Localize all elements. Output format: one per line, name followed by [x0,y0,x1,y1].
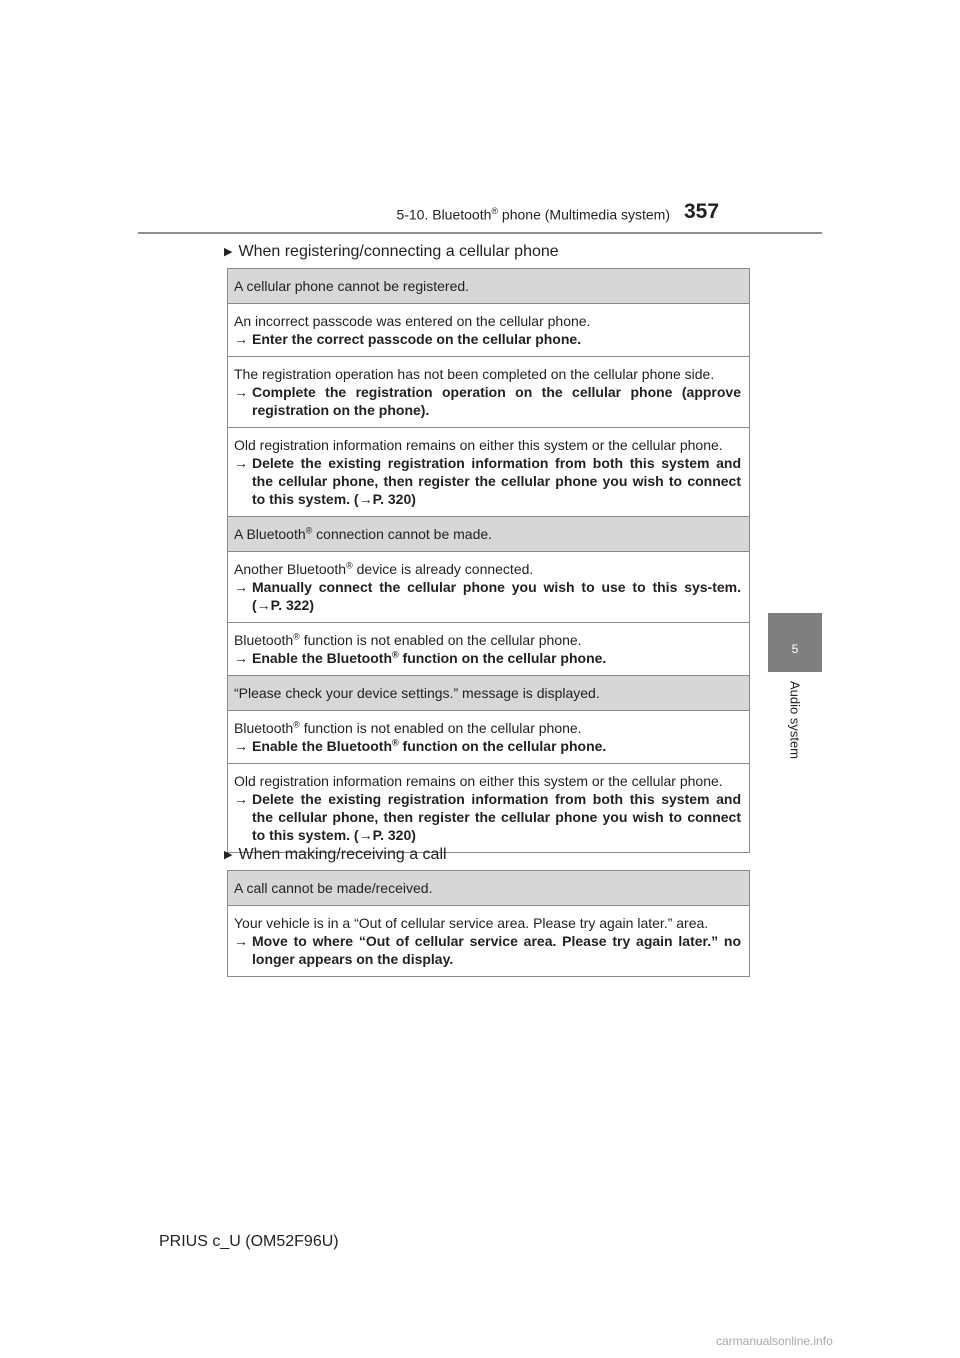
chapter-tab[interactable] [768,613,822,672]
cause-text [234,719,741,737]
symptom-heading [228,269,749,303]
cause-text [234,365,741,383]
remedy-text [234,454,741,508]
remedy-text: Delete the existing registration information from both this system and the cellular phone, then register the cellular phone you wish to connect to this system. (→P. 320) [252,791,741,843]
symptom-heading [228,871,749,905]
row-text-post: function is not enabled on the cellular phone. [299,632,582,648]
row-text: “Please check your device settings.” message is displayed. [234,685,600,701]
model-footer: PRIUS c_U (OM52F96U) [159,1233,339,1250]
row-text-pre: Bluetooth [234,632,294,648]
symptom-heading [228,516,749,551]
cause-text [234,914,741,932]
remedy-text [234,578,741,614]
remedy-text-post: function on the cellular phone. [398,738,607,754]
section1-lead-text: When registering/connecting a cellular phone [238,243,559,260]
registered-mark: ® [392,649,399,660]
remedy-text: Move to where “Out of cellular service area. Please try again later.” no longer appears on the display. [252,933,741,967]
row-text: The registration operation has not been completed on the cellular phone side. [234,366,715,382]
remedy-text [234,737,741,755]
remedy-text [234,330,741,348]
cause-row [228,427,749,516]
arrow-icon: → [234,650,248,666]
row-text-post: device is already connected. [352,561,534,577]
registered-mark: ® [293,719,300,730]
arrow-icon: → [234,791,248,807]
chapter-label: Audio system [787,680,803,760]
section1-lead [224,243,559,261]
arrow-icon: → [234,738,248,754]
remedy-text: Enter the correct passcode on the cellular phone. [252,331,582,347]
remedy-text-post: function on the cellular phone. [398,650,607,666]
cause-row [228,551,749,622]
page-header [0,0,960,240]
cause-text [234,436,741,454]
arrow-icon: → [234,455,248,471]
chapter-number: 5 [791,642,799,656]
row-text: Old registration information remains on either this system or the cellular phone. [234,773,723,789]
row-text-pre: A Bluetooth [234,526,306,542]
cause-row [228,622,749,675]
registered-mark: ® [491,206,499,216]
arrow-icon: → [234,933,248,949]
remedy-text: Complete the registration operation on the cellular phone (approve registration on the phone). [252,384,741,418]
section-title-prefix: 5-10. Bluetooth [396,206,492,223]
page-number: 357 [684,200,720,223]
registered-mark: ® [293,631,300,642]
cause-row [228,763,749,852]
remedy-text [234,790,741,844]
remedy-text [234,932,741,968]
row-text: An incorrect passcode was entered on the cellular phone. [234,313,591,329]
symptom-text [234,277,741,295]
watermark: carmanualsonline.info [716,1334,833,1348]
arrow-icon: → [234,331,248,347]
remedy-text-pre: Enable the Bluetooth [252,650,392,666]
arrow-icon: → [234,579,248,595]
row-text-pre: Another Bluetooth [234,561,347,577]
section-title [380,206,670,223]
remedy-text [234,383,741,419]
cause-row [228,356,749,427]
arrow-icon: → [234,384,248,400]
row-text: Old registration information remains on either this system or the cellular phone. [234,437,723,453]
cause-row [228,905,749,976]
section-title-suffix: phone (Multimedia system) [498,206,670,223]
cause-text [234,772,741,790]
cause-row [228,303,749,356]
row-text: A cellular phone cannot be registered. [234,278,470,294]
row-text-post: connection cannot be made. [312,526,493,542]
remedy-text: Manually connect the cellular phone you wish to use to this sys-tem. (→P. 322) [252,579,741,613]
cause-text [234,560,741,578]
registered-mark: ® [346,560,353,571]
registered-mark: ® [392,737,399,748]
symptom-heading [228,675,749,710]
header-divider [138,232,822,234]
remedy-text [234,649,741,667]
cause-row [228,710,749,763]
triangle-bullet-icon: ▶ [224,849,233,861]
remedy-text-pre: Enable the Bluetooth [252,738,392,754]
symptom-text [234,879,741,897]
cause-text [234,631,741,649]
row-text-pre: Bluetooth [234,720,294,736]
row-text: A call cannot be made/received. [234,880,433,896]
remedy-text: Delete the existing registration information from both this system and the cellular phone, then register the cellular phone you wish to connect to this system. (→P. 320) [252,455,741,507]
row-text: Your vehicle is in a “Out of cellular service area. Please try again later.” area. [234,915,709,931]
registered-mark: ® [305,525,313,536]
section2-lead-text: When making/receiving a call [238,846,447,863]
section2-lead [224,846,447,864]
row-text-post: function is not enabled on the cellular phone. [299,720,582,736]
symptom-text [234,684,741,702]
cause-text [234,312,741,330]
triangle-bullet-icon: ▶ [224,246,233,258]
troubleshooting-table-registration [227,268,750,853]
symptom-text [234,525,741,543]
troubleshooting-table-call [227,870,750,977]
